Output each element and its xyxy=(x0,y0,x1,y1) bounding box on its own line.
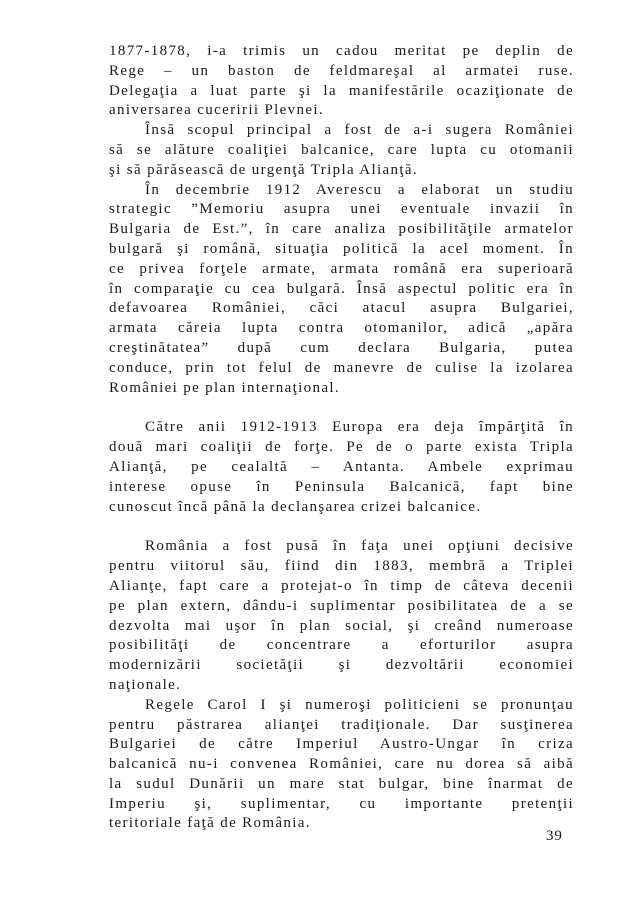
text-line: Bulgaria de Est.”, în care analiza posibilităţile armatelor xyxy=(109,221,574,238)
text-line: două mari coaliţii de forţe. Pe de o parte exista Tripla xyxy=(109,439,574,456)
text-line: pe plan extern, dându-i suplimentar posibilitatea de a se xyxy=(109,597,574,614)
text-line: Rege – un baston de feldmareşal al armatei ruse. xyxy=(109,62,574,79)
text-line: interese opuse în Peninsula Balcanică, fapt bine xyxy=(109,478,574,495)
text-line: dezvolta mai uşor în plan social, şi creând numeroase xyxy=(109,617,574,634)
document-page xyxy=(109,42,574,834)
paragraph xyxy=(109,696,574,835)
text-line: Regele Carol I şi numeroşi politicieni se pronunţau xyxy=(145,696,574,713)
paragraph-gap xyxy=(109,517,574,537)
text-line: 1877-1878, i-a trimis un cadou meritat pe deplin de xyxy=(109,43,574,59)
text-line: României pe plan internaţional. xyxy=(109,379,340,396)
paragraph xyxy=(109,42,574,121)
text-line: naţionale. xyxy=(109,676,182,693)
text-line: pentru păstrarea alianţei tradiţionale. Dar susţinerea xyxy=(109,716,574,733)
text-line: în comparaţie cu cea bulgară. Însă aspectul politic era în xyxy=(109,280,574,297)
text-line: defavoarea României, căci atacul asupra Bulgariei, xyxy=(109,300,574,317)
paragraph xyxy=(109,418,574,517)
text-line: România a fost pusă în faţa unei opţiuni decisive xyxy=(145,538,574,555)
text-line: Delegaţia a luat parte şi la manifestările ocaziţionate de xyxy=(109,82,574,99)
page-number: 39 xyxy=(546,828,563,844)
text-line: creştinătatea” după cum declara Bulgaria, putea xyxy=(109,339,574,356)
text-line: balcanică nu-i convenea României, care nu dorea să aibă xyxy=(109,756,574,773)
text-line: aniversarea cuceririi Plevnei. xyxy=(109,102,324,119)
text-line: teritoriale faţă de România. xyxy=(109,815,311,832)
text-line: Imperiu şi, suplimentar, cu importante pretenţii xyxy=(109,795,574,812)
text-line: cunoscut încă până la declanşarea crizei balcanice. xyxy=(109,498,482,515)
text-line: conduce, prin tot felul de manevre de culise la izolarea xyxy=(109,359,574,376)
text-line: la sudul Dunării un mare stat bulgar, bine înarmat de xyxy=(109,775,574,792)
text-line: Alianţă, pe cealaltă – Antanta. Ambele exprimau xyxy=(109,458,574,475)
text-line: ce privea forţele armate, armata română era superioară xyxy=(109,260,574,277)
text-line: În decembrie 1912 Averescu a elaborat un studiu xyxy=(145,181,574,198)
text-line: strategic ”Memoriu asupra unei eventuale invazii în xyxy=(109,201,574,218)
paragraph xyxy=(109,181,574,399)
text-line: Alianţe, fapt care a protejat-o în timp de câteva decenii xyxy=(109,577,574,594)
paragraph xyxy=(109,121,574,180)
text-line: şi să părăsească de urgenţă Tripla Alianţă. xyxy=(109,161,418,178)
text-line: bulgară şi română, situaţia politică la acel moment. În xyxy=(109,240,574,257)
paragraph-gap xyxy=(109,398,574,418)
text-line: Însă scopul principal a fost de a-i sugera României xyxy=(145,122,574,139)
text-line: să se alăture coaliţiei balcanice, care lupta cu otomanii xyxy=(109,141,574,158)
text-line: armata căreia lupta contra otomanilor, adică „apăra xyxy=(109,320,574,337)
text-line: pentru viitorul său, fiind din 1883, membră a Triplei xyxy=(109,558,574,575)
paragraph xyxy=(109,537,574,695)
text-line: Bulgariei de către Imperiul Austro-Ungar în criza xyxy=(109,736,574,753)
text-line: posibilităţi de concentrare a eforturilor asupra xyxy=(109,637,574,654)
text-line: Către anii 1912-1913 Europa era deja împărţită în xyxy=(145,419,574,436)
text-line: modernizării societăţii şi dezvoltării economiei xyxy=(109,657,574,674)
